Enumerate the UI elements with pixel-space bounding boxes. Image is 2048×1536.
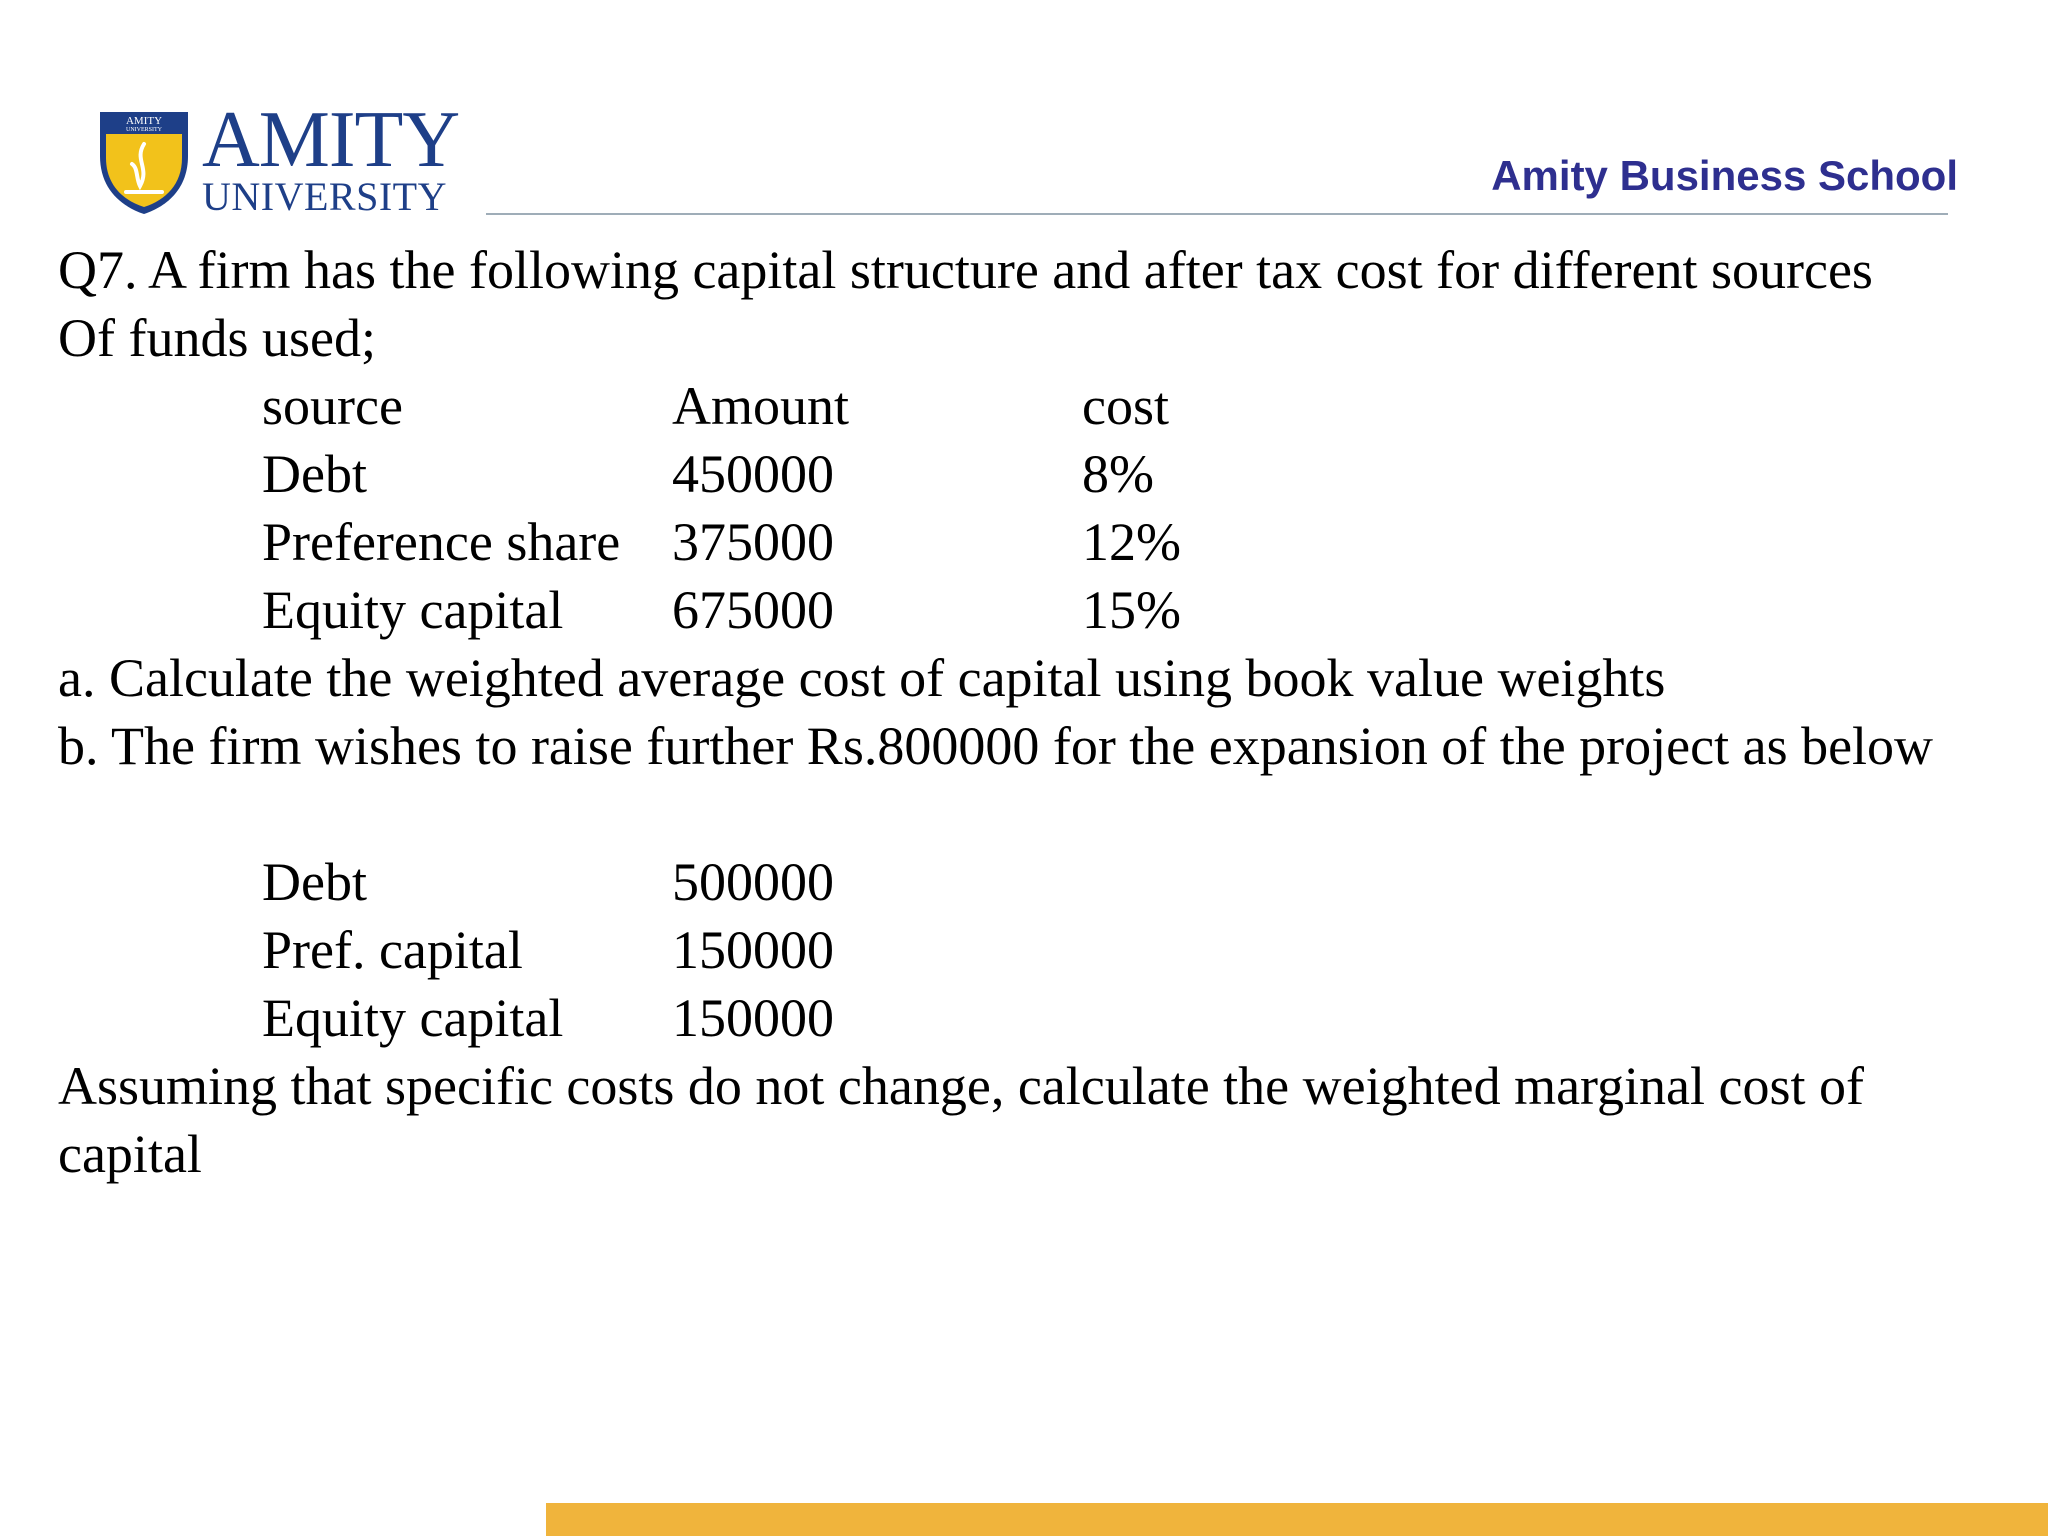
table1-row [58,508,2048,576]
table1-row [58,576,2048,644]
table2-cell-amount: 150000 [672,988,834,1048]
question-part-b: b. The firm wishes to raise further Rs.800000 for the expansion of the project as below [58,716,1934,776]
table1-cell-source: Equity capital [262,580,564,640]
table1-cell-cost: 12% [1082,512,1181,572]
table1-cell-amount: 375000 [672,512,834,572]
table2-cell-source: Debt [262,852,367,912]
table2-cell-source: Pref. capital [262,920,523,980]
table1-header-cost: cost [1082,376,1169,436]
slide-content [58,236,2048,1188]
table2-cell-source: Equity capital [262,988,564,1048]
question-part-a: a. Calculate the weighted average cost of capital using book value weights [58,648,1666,708]
amity-shield-icon [96,108,192,216]
logo-subtitle: UNIVERSITY [202,174,447,219]
spacer [58,780,2048,848]
table1-cell-cost: 8% [1082,444,1154,504]
table1-header-row [58,372,2048,440]
table2-row [58,984,2048,1052]
logo-wordmark: AMITY [202,96,460,184]
table2-cell-amount: 150000 [672,920,834,980]
amity-university-logo [96,96,460,219]
table1-cell-amount: 450000 [672,444,834,504]
question-line-2: Of funds used; [58,308,376,368]
table2-cell-amount: 500000 [672,852,834,912]
table1-row [58,440,2048,508]
closing-line-1: Assuming that specific costs do not change, calculate the weighted marginal cost of [58,1056,1864,1116]
table1-header-amount: Amount [672,376,850,436]
question-line-1: Q7. A firm has the following capital structure and after tax cost for different sources [58,240,1873,300]
svg-text:AMITY: AMITY [125,115,163,127]
table2-row [58,848,2048,916]
table1-cell-cost: 15% [1082,580,1181,640]
table2-row [58,916,2048,984]
svg-text:UNIVERSITY: UNIVERSITY [126,127,162,133]
table1-header-source: source [262,376,403,436]
table1-cell-source: Debt [262,444,367,504]
closing-line-2: capital [58,1124,202,1184]
table1-cell-source: Preference share [262,512,621,572]
footer-accent-bar [546,1503,2048,1536]
school-name: Amity Business School [1491,152,1958,199]
table1-cell-amount: 675000 [672,580,834,640]
header-divider [486,213,1948,215]
